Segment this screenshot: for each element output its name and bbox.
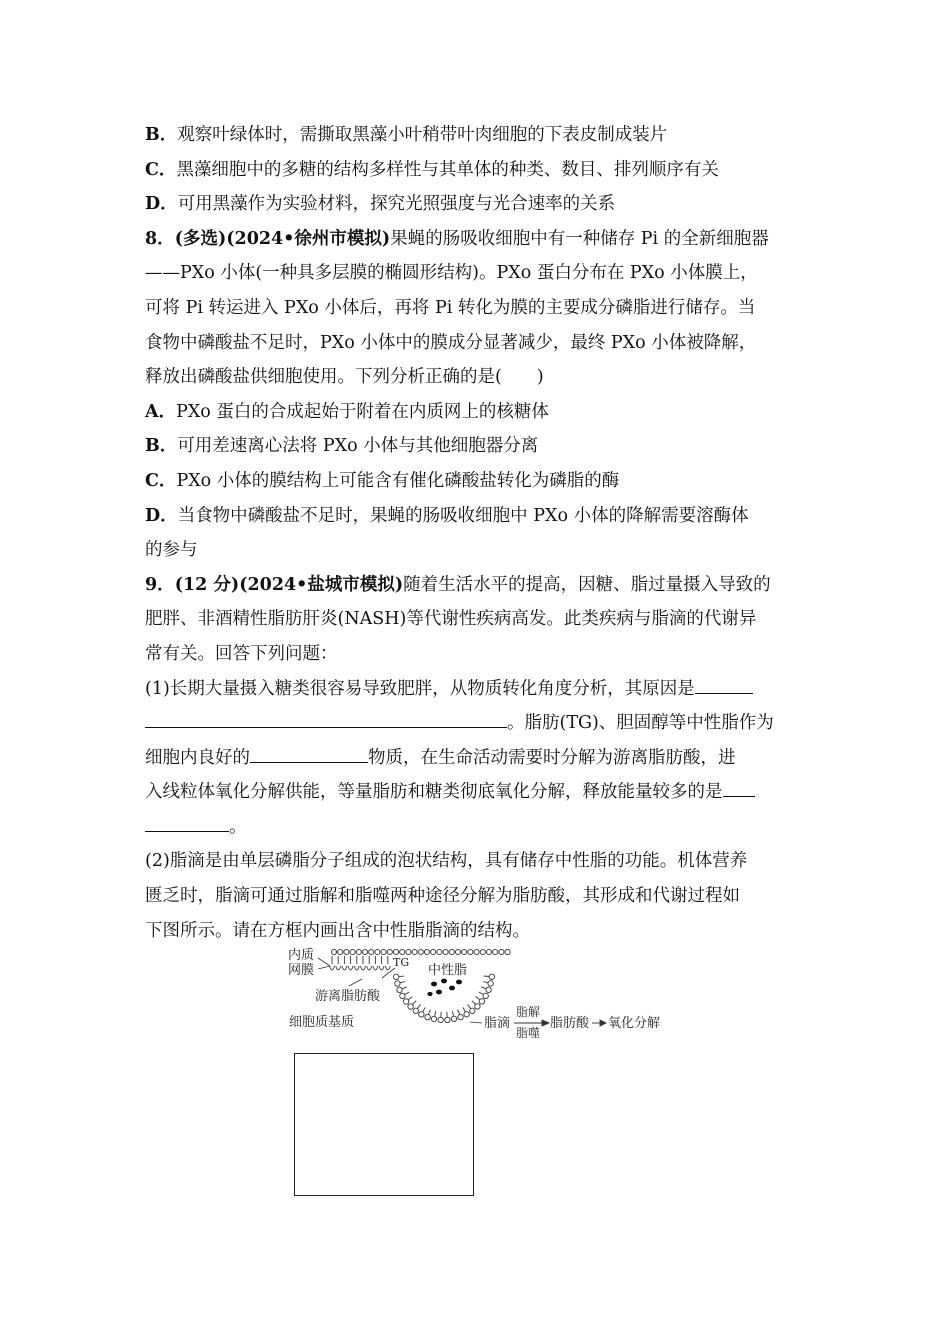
q9-part1-line-1: (1)长期大量摄入糖类很容易导致肥胖，从物质转化角度分析，其原因是 [145,672,810,707]
label-cytoplasm: 细胞质基质 [289,1015,355,1030]
answer-blank-3[interactable] [723,776,755,797]
label-oxidation: 氧化分解 [608,1016,661,1031]
label-lipolysis: 脂解 [516,1005,541,1019]
q9-part2-line-2: 匮乏时，脂滴可通过脂解和脂噬两种途径分解为脂肪酸，其形成和代谢过程如 [145,886,740,907]
label-lipophagy: 脂噬 [516,1026,541,1040]
label-fatty-acid: 脂肪酸 [550,1016,590,1031]
q8-stem-line-1: 8．(多选)(2024•徐州市模拟)果蝇的肠吸收细胞中有一种储存 Pi 的全新细胞器 [145,228,769,249]
q9-part1-line-5: 。 [145,810,810,845]
q8-stem-line-5: 释放出磷酸盐供细胞使用。下列分析正确的是( ) [145,367,544,388]
q7-option-d: D．可用黑藻作为实验材料，探究光照强度与光合速率的关系 [145,194,616,215]
q8-option-c: C．PXo 小体的膜结构上可能含有催化磷酸盐转化为磷脂的酶 [145,470,620,491]
label-tg: TG [393,956,410,969]
label-lipid-droplet: 脂滴 [484,1016,511,1031]
answer-blank-3-cont[interactable] [145,811,229,832]
q9-part1-line-2: 。脂肪(TG)、胆固醇等中性脂作为 [145,706,810,741]
answer-blank-1-cont[interactable] [145,707,507,728]
q9-stem-line-2: 肥胖、非酒精性脂肪肝炎(NASH)等代谢性疾病高发。此类疾病与脂滴的代谢异 [145,609,757,630]
label-free-fatty-acid: 游离脂肪酸 [315,989,381,1004]
q8-option-d-cont: 的参与 [145,540,198,561]
q7-option-c: C．黑藻细胞中的多糖的结构多样性与其单体的种类、数目、排列顺序有关 [145,159,719,180]
q9-part1-line-4: 入线粒体氧化分解供能，等量脂肪和糖类彻底氧化分解，释放能量较多的是 [145,775,810,810]
label-er-2: 网膜 [288,963,315,978]
q9-part2-line-3: 下图所示。请在方框内画出含中性脂脂滴的结构。 [145,920,530,941]
q8-option-d: D．当食物中磷酸盐不足时，果蝇的肠吸收细胞中 PXo 小体的降解需要溶酶体 [145,505,749,526]
q8-stem-line-2: ——PXo 小体(一种具多层膜的椭圆形结构)。PXo 蛋白分布在 PXo 小体膜上， [145,263,758,284]
lipid-droplet-diagram [282,946,682,1046]
drawing-answer-box[interactable] [294,1053,474,1196]
answer-blank-1[interactable] [695,673,753,694]
q9-stem-line-1: 9．(12 分)(2024•盐城市模拟)随着生活水平的提高，因糖、脂过量摄入导致的 [145,574,771,595]
worksheet-page [145,118,810,948]
answer-blank-2[interactable] [250,742,368,763]
q8-stem-line-3: 可将 Pi 转运进入 PXo 小体后，再将 Pi 转化为膜的主要成分磷脂进行储存。当 [145,297,756,318]
q9-stem-line-3: 常有关。回答下列问题： [145,643,338,664]
neutral-fat-dots [427,979,462,997]
label-er-1: 内质 [288,948,315,963]
q9-part2-line-1: (2)脂滴是由单层磷脂分子组成的泡状结构，具有储存中性脂的功能。机体营养 [145,851,748,872]
q8-stem-line-4: 食物中磷酸盐不足时，PXo 小体中的膜成分显著减少，最终 PXo 小体被降解， [145,332,757,353]
er-membrane-bilayer [330,949,511,970]
q8-option-a: A．PXo 蛋白的合成起始于附着在内质网上的核糖体 [145,401,549,422]
q7-option-b: B．观察叶绿体时，需撕取黑藻小叶稍带叶肉细胞的下表皮制成装片 [145,125,668,145]
q8-option-b: B．可用差速离心法将 PXo 小体与其他细胞器分离 [145,436,539,457]
label-neutral-fat: 中性脂 [428,963,468,978]
q9-part1-line-3: 细胞内良好的 物质，在生命活动需要时分解为游离脂肪酸，进 [145,741,810,776]
